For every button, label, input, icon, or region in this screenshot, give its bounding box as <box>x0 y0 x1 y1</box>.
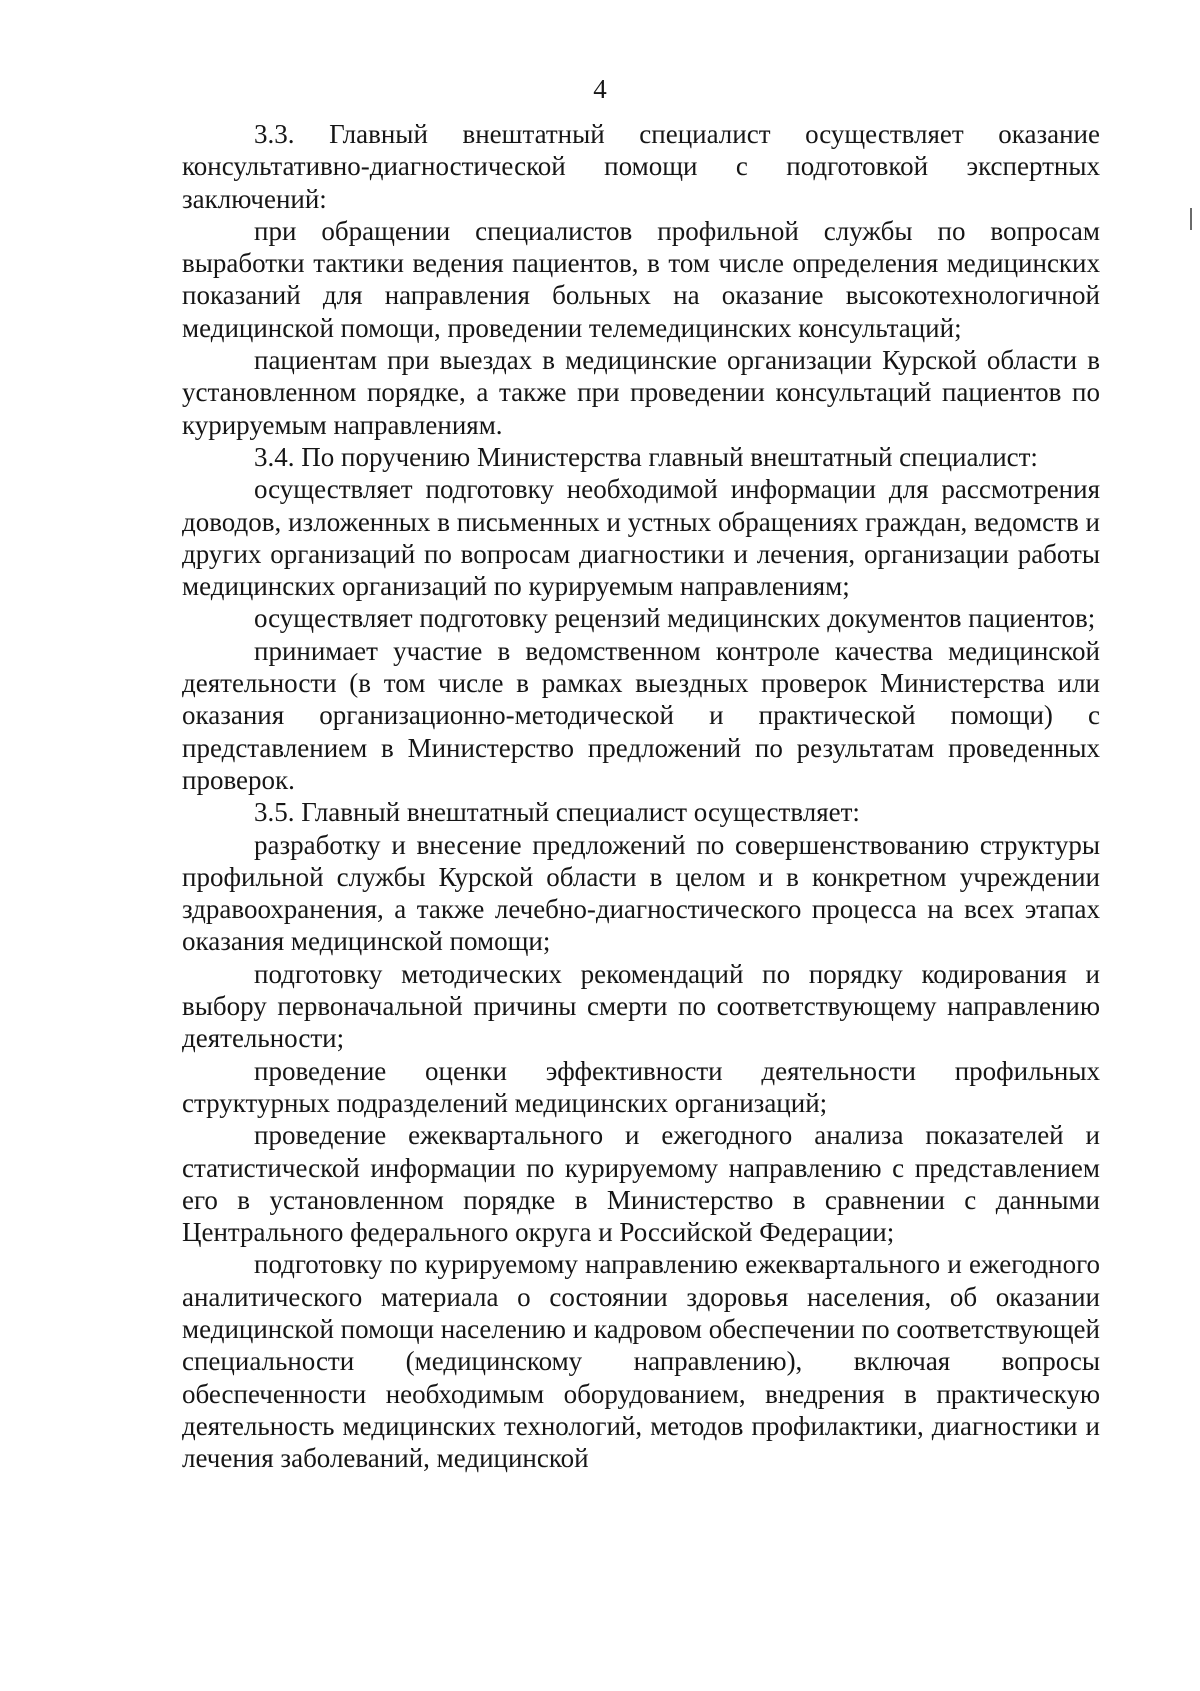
paragraph-3-4: 3.4. По поручению Министерства главный внештатный специалист: <box>254 441 1038 472</box>
paragraph-patients-visits: пациентам при выездах в медицинские организации Курской области в установленном порядке, а также при проведении консультаций пациентов по курируемым направлениям. <box>182 345 1100 440</box>
paragraph-quarterly-analysis: проведение ежеквартального и ежегодного анализа показателей и статистической информации по курируемому направлению с представлением его в установленном порядке в Министерство в сравнении с данными Центрального федерального округа и Российской Федерации; <box>182 1120 1100 1248</box>
paragraph-information-preparation: осуществляет подготовку необходимой информации для рассмотрения доводов, изложенных в письменных и устных обращениях граждан, ведомств и других организаций по вопросам диагностики и лечения, организации работы медицинских организаций по курируемым направлениям; <box>182 474 1100 602</box>
paragraph-efficiency-assessment: проведение оценки эффективности деятельности профильных структурных подразделений медицинских организаций; <box>182 1055 1100 1118</box>
paragraph-structure-proposals: разработку и внесение предложений по совершенствованию структуры профильной службы Курской области в целом и в конкретном учреждении здравоохранения, а также лечебно-диагностического процесса на всех этапах оказания медицинской помощи; <box>182 829 1100 957</box>
paragraph-methodical-recommendations: подготовку методических рекомендаций по порядку кодирования и выбору первоначальной причины смерти по соответствующему направлению деятельности; <box>182 958 1100 1054</box>
scan-edge-mark <box>1190 208 1192 230</box>
paragraph-analytical-material: подготовку по курируемому направлению ежеквартального и ежегодного аналитического материала о состоянии здоровья населения, об оказании медицинской помощи населению и кадровом обеспечении по соответствующей специальности (медицинскому направлению), включая вопросы обеспеченности необходимым оборудованием, внедрения в практическую деятельность медицинских технологий, методов профилактики, диагностики и лечения заболеваний, медицинской <box>182 1249 1100 1474</box>
paragraph-document-reviews: осуществляет подготовку рецензий медицинских документов пациентов; <box>254 603 1096 634</box>
page-number: 4 <box>593 74 607 104</box>
paragraph-quality-control: принимает участие в ведомственном контроле качества медицинской деятельности (в том числе в рамках выездных проверок Министерства или оказания организационно-методической и практической помощи) с представлением в Министерство предложений по результатам проведенных проверок. <box>182 635 1100 795</box>
paragraph-3-3: 3.3. Главный внештатный специалист осуществляет оказание консультативно-диагностической помощи с подготовкой экспертных заключений: <box>182 119 1100 214</box>
document-body <box>182 118 1100 1474</box>
paragraph-3-5: 3.5. Главный внештатный специалист осуществляет: <box>254 797 860 828</box>
paragraph-specialists-request: при обращении специалистов профильной службы по вопросам выработки тактики ведения пациентов, в том числе определения медицинских показаний для направления больных на оказание высокотехнологичной медицинской помощи, проведении телемедицинских консультаций; <box>182 215 1100 343</box>
